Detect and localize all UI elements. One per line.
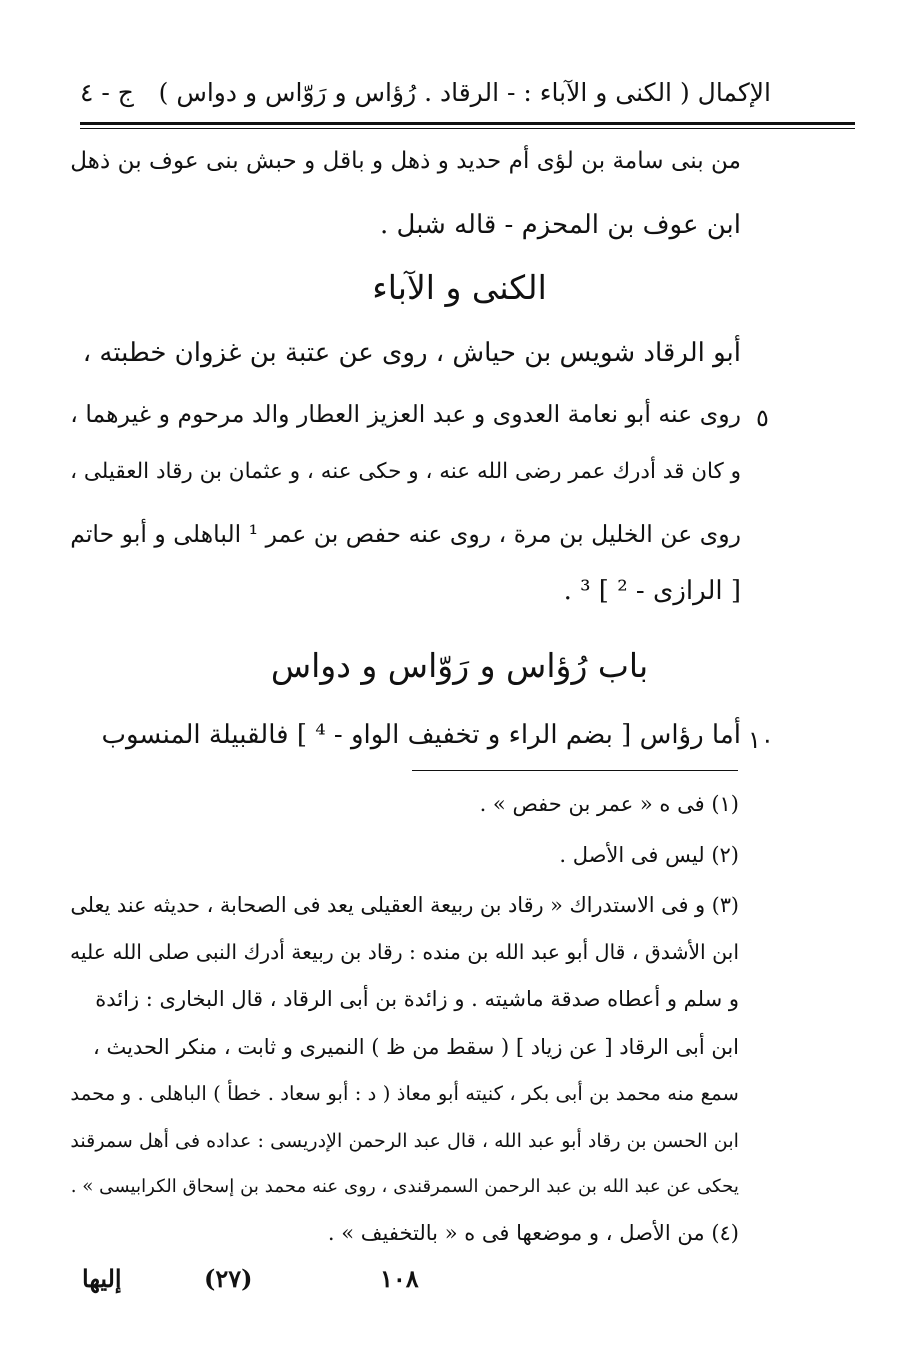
header-rule-thin	[80, 128, 855, 129]
catchword: إليها	[82, 1264, 122, 1293]
footnote-line: سمع منه محمد بن أبى بكر ، كنيته أبو معاذ ( د : أبو سعاد . خطأ ) الباهلى . و محمد	[70, 1082, 739, 1105]
footnote-line: ابن الأشدق ، قال أبو عبد الله بن منده : رقاد بن ربيعة أدرك النبى صلى الله عليه	[70, 940, 739, 964]
signature-mark: (٢٧)	[204, 1264, 253, 1293]
header-rule-thick	[80, 122, 855, 125]
footnote-line: ابن أبى الرقاد [ عن زياد ] ( سقط من ظ ) النميرى و ثابت ، منكر الحديث ،	[93, 1035, 739, 1059]
text-line: [ الرازى - ² ] ³ .	[563, 576, 741, 606]
footnote-line: (٤) من الأصل ، و موضعها فى ه « بالتخفيف » .	[327, 1221, 739, 1245]
text-line: روى عنه أبو نعامة العدوى و عبد العزيز العطار والد مرحوم و غيرهما ،	[70, 400, 741, 428]
footnote-line: ابن الحسن بن رقاد أبو عبد الله ، قال عبد الرحمن الإدريسى : عداده فى أهل سمرقند	[70, 1129, 739, 1152]
footnote-line: يحكى عن عبد الله بن عبد الرحمن السمرقندى ، روى عنه محمد بن إسحاق الكرابيسى » .	[70, 1176, 739, 1197]
footnote-line: (٢) ليس فى الأصل .	[559, 843, 739, 867]
text-line: و كان قد أدرك عمر رضى الله عنه ، و حكى عنه ، و عثمان بن رقاد العقيلى ،	[70, 459, 741, 484]
footnote-line: (٣) و فى الاستدراك « رقاد بن ربيعة العقيلى يعد فى الصحابة ، حديثه عند يعلى	[70, 893, 739, 917]
running-header-title: الإكمال ( الكنى و الآباء : - الرقاد . رُؤاس و رَوّاس و دواس )	[158, 78, 771, 107]
footnote-line: و سلم و أعطاه صدقة ماشيته . و زائدة بن أبى الرقاد ، قال البخارى : زائدة	[95, 987, 739, 1011]
text-line: روى عن الخليل بن مرة ، روى عنه حفص بن عمر ¹ الباهلى و أبو حاتم	[70, 520, 741, 548]
page-number: ١٠٨	[380, 1264, 419, 1293]
line-number: ٥	[756, 404, 769, 432]
footnote-rule	[412, 770, 738, 771]
section-heading: الكنى و الآباء	[372, 268, 547, 307]
footnote-line: (١) فى ه « عمر بن حفص » .	[479, 792, 739, 816]
text-line: ابن عوف بن المحزم - قاله شبل .	[379, 210, 741, 240]
running-header-volume: ج - ٤	[80, 78, 134, 107]
text-line: من بنى سامة بن لؤى أم حديد و ذهل و باقل و حبش بنى عوف بن ذهل	[70, 148, 741, 174]
text-line: أبو الرقاد شويس بن حياش ، روى عن عتبة بن غزوان خطبته ،	[82, 338, 741, 368]
line-number: ١٠	[748, 726, 774, 754]
section-heading: باب رُؤاس و رَوّاس و دواس	[270, 646, 649, 685]
text-line: أما رؤاس [ بضم الراء و تخفيف الواو - ⁴ ] فالقبيلة المنسوب	[101, 720, 741, 750]
